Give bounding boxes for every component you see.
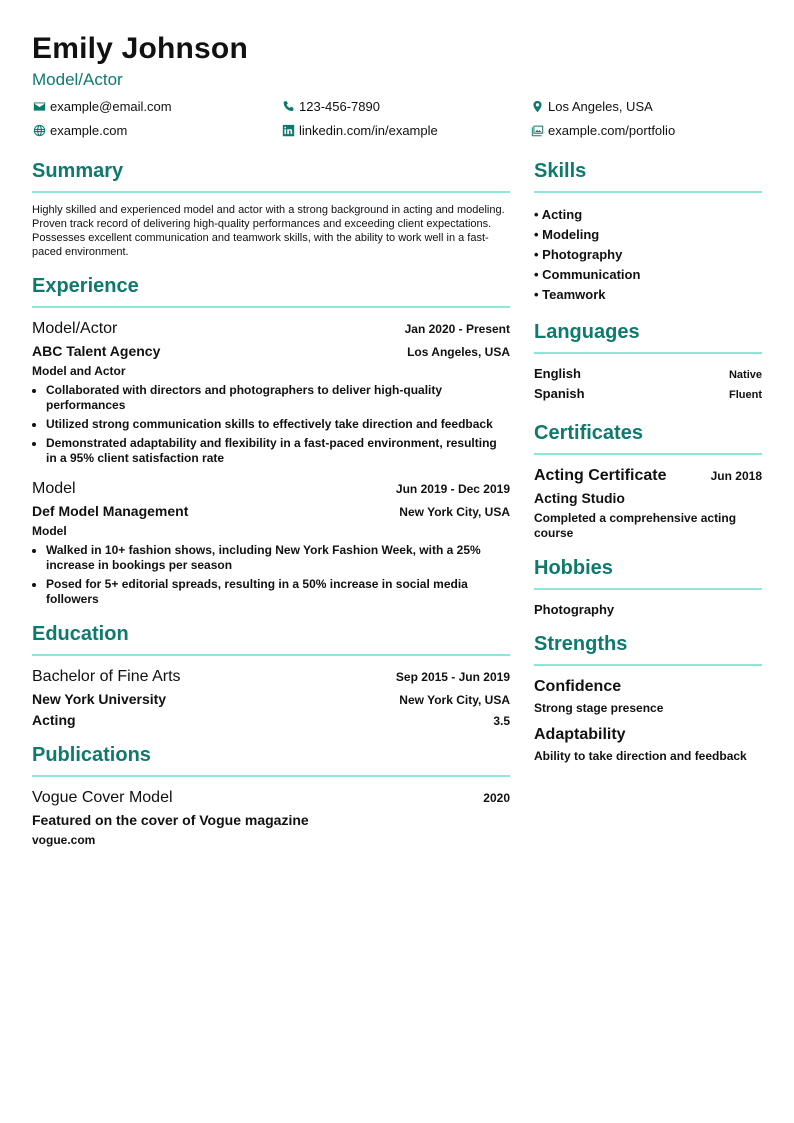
right-column — [534, 160, 762, 780]
strength-description: Strong stage presence — [534, 701, 664, 715]
skill-item: • Teamwork — [534, 287, 606, 302]
linkedin-icon — [281, 123, 295, 137]
contact-phone[interactable] — [281, 97, 530, 115]
hobbies-section — [534, 557, 762, 617]
job-bullet: • Demonstrated adaptability and flexibility in a fast-paced environment, resulting in a 95% client satisfaction rate — [46, 436, 510, 466]
summary-heading: Summary — [32, 160, 510, 193]
contact-location-text: Los Angeles, USA — [548, 98, 653, 114]
language-row — [534, 366, 762, 386]
language-level: Fluent — [729, 389, 762, 401]
strengths-heading: Strengths — [534, 633, 762, 666]
skill-item: • Communication — [534, 267, 641, 282]
skills-heading: Skills — [534, 160, 762, 193]
certificate-date: Jun 2018 — [710, 469, 762, 483]
contact-portfolio[interactable] — [530, 121, 762, 139]
email-icon — [32, 99, 46, 113]
phone-icon — [281, 99, 295, 113]
skills-section — [534, 160, 762, 305]
language-level: Native — [728, 369, 762, 381]
language-name: Spanish — [534, 386, 585, 401]
experience-section — [32, 275, 510, 607]
skill-name: Acting — [541, 207, 583, 222]
certificate-issuer: Acting Studio — [534, 490, 625, 506]
education-entry — [32, 668, 510, 728]
job-bullet: • Collaborated with directors and photographers to deliver high-quality performances — [46, 383, 510, 413]
job-location: New York City, USA — [399, 505, 510, 519]
skill-name: Modeling — [542, 227, 600, 242]
candidate-title: Model/Actor — [32, 70, 123, 89]
certificates-section — [534, 422, 762, 541]
job-bullet: • Utilized strong communication skills to effectively take direction and feedback — [46, 417, 510, 432]
job-company: ABC Talent Agency — [32, 343, 161, 359]
strength-title: Confidence — [534, 678, 622, 695]
skill-item: • Acting — [534, 207, 583, 222]
globe-icon — [32, 123, 46, 137]
candidate-name: Emily Johnson — [32, 32, 248, 65]
job-role: Model and Actor — [32, 364, 126, 378]
hobbies-heading: Hobbies — [534, 557, 762, 590]
portfolio-icon — [530, 123, 544, 137]
contact-website[interactable] — [32, 121, 281, 139]
contact-info — [32, 97, 762, 139]
contact-email-text: example@email.com — [50, 98, 172, 114]
job-bullets — [32, 383, 510, 466]
certificates-heading: Certificates — [534, 422, 762, 455]
education-heading: Education — [32, 623, 510, 656]
skill-item: • Photography — [534, 247, 623, 262]
job-bullet: • Walked in 10+ fashion shows, including New York Fashion Week, with a 25% increase in bookings per season — [46, 543, 510, 573]
job-dates: Jun 2019 - Dec 2019 — [395, 482, 510, 496]
strength-entry — [534, 678, 762, 716]
contact-linkedin-text: linkedin.com/in/example — [299, 122, 438, 138]
education-section — [32, 623, 510, 728]
job-role: Model — [32, 524, 67, 538]
job-location: Los Angeles, USA — [407, 345, 510, 359]
strength-title: Adaptability — [534, 726, 626, 743]
certificate-description: Completed a comprehensive acting course — [534, 511, 737, 540]
job-dates: Jan 2020 - Present — [404, 322, 510, 336]
job-bullet: • Posed for 5+ editorial spreads, resulting in a 50% increase in social media followers — [46, 577, 510, 607]
job-title: Model — [32, 480, 76, 497]
job-bullets — [32, 543, 510, 607]
contact-location — [530, 97, 762, 115]
school-location: New York City, USA — [399, 693, 510, 707]
languages-heading: Languages — [534, 321, 762, 354]
contact-portfolio-text: example.com/portfolio — [548, 122, 676, 138]
degree-title: Bachelor of Fine Arts — [32, 668, 181, 685]
summary-section — [32, 160, 510, 259]
skill-name: Teamwork — [542, 287, 606, 302]
skill-item: • Modeling — [534, 227, 600, 242]
contact-phone-text: 123-456-7890 — [299, 98, 380, 114]
publication-year: 2020 — [483, 791, 510, 805]
publication-link[interactable]: vogue.com — [32, 833, 96, 847]
publication-entry — [32, 789, 510, 847]
publication-title: Vogue Cover Model — [32, 789, 173, 806]
school-name: New York University — [32, 691, 167, 707]
language-row — [534, 386, 762, 406]
skill-name: Communication — [542, 267, 641, 282]
contact-website-text: example.com — [50, 122, 128, 138]
certificate-title: Acting Certificate — [534, 467, 667, 484]
location-icon — [530, 99, 544, 113]
strength-entry — [534, 726, 762, 764]
gpa: 3.5 — [493, 714, 510, 728]
experience-entry — [32, 320, 510, 466]
certificate-entry — [534, 467, 762, 541]
hobby-item: Photography — [534, 602, 615, 617]
job-company: Def Model Management — [32, 503, 189, 519]
publication-description: Featured on the cover of Vogue magazine — [32, 812, 309, 828]
summary-text: Highly skilled and experienced model and actor with a strong background in acting and modeling. Proven track record of delivering high-quality performances and exceeding client expectations. Possesses excellent communication and teamwork skills, with the ability to work well in a fast-paced environment. — [32, 204, 505, 258]
strength-description: Ability to take direction and feedback — [534, 749, 747, 763]
field-of-study: Acting — [32, 712, 76, 728]
publications-heading: Publications — [32, 744, 510, 777]
experience-heading: Experience — [32, 275, 510, 308]
job-title: Model/Actor — [32, 320, 118, 337]
languages-section — [534, 321, 762, 406]
education-dates: Sep 2015 - Jun 2019 — [395, 670, 510, 684]
language-name: English — [534, 366, 581, 381]
contact-email[interactable] — [32, 97, 281, 115]
strengths-section — [534, 633, 762, 764]
contact-linkedin[interactable] — [281, 121, 530, 139]
skill-name: Photography — [542, 247, 623, 262]
experience-entry — [32, 480, 510, 607]
publications-section — [32, 744, 510, 847]
left-column — [32, 160, 510, 863]
